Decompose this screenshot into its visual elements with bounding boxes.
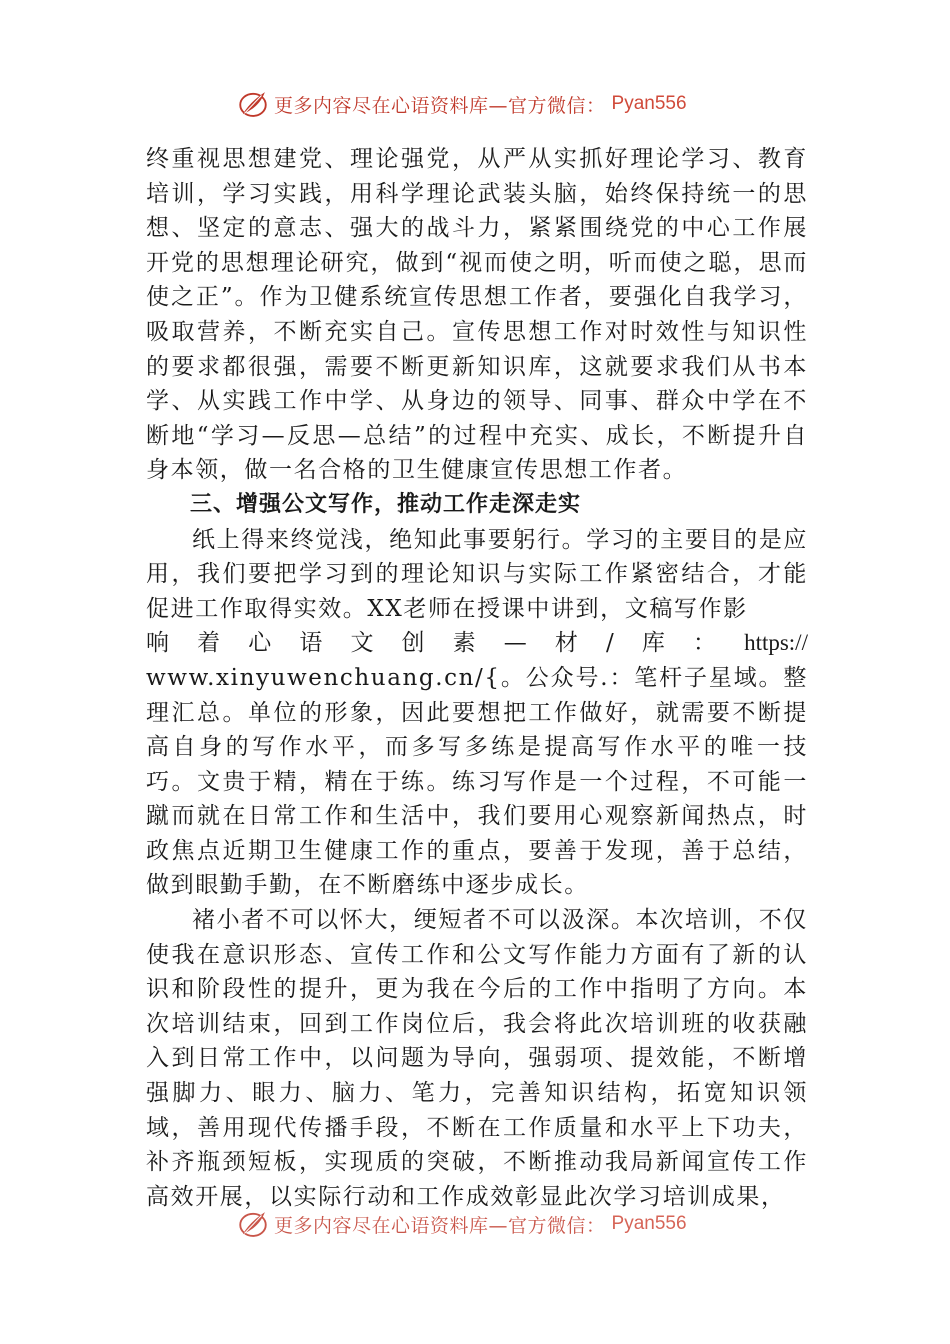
paragraph-3: 褚小者不可以怀大，绠短者不可以汲深。本次培训，不仅使我在意识形态、宣传工作和公文写作能力方面有了新的认识和阶段性的提升，更为我在今后的工作中指明了方向。本次培训结束，回到工作岗位后，我会将此次培训班的收获融入到日常工作中，以问题为导向，强弱项、提效能，不断增强脚力、眼力、脑力、笔力，完善知识结构，拓宽知识领域，善用现代传播手段，不断在工作质量和水平上下功夫，补齐瓶颈短板，实现质的突破，不断推动我局新闻宣传工作高效开展，以实际行动和工作成效彰显此次学习培训成果，: [146, 907, 808, 1210]
spread-char: 创: [401, 630, 425, 657]
spread-char: ：: [692, 630, 716, 657]
url-prefix: https://: [744, 630, 808, 656]
spread-char: 材: [554, 630, 578, 657]
watermark-text: 更多内容尽在心语资料库—官方微信：: [274, 94, 606, 117]
footer-watermark: [236, 1206, 687, 1242]
paragraph-2-part-c: www.xinyuwenchuang.cn/{。公众号.：笔杆子星域。整理汇总。单位的形象，因此要想把工作做好，就需要不断提高自身的写作水平，而多写多练是提高写作水平的唯一技巧。文贵于精，精在于练。练习写作是一个过程，不可能一蹴而就在日常工作和生活中，我们要用心观察新闻热点，时政焦点近期卫生健康工作的重点，要善于发现，善于总结，做到眼勤手勤，在不断磨练中逐步成长。: [146, 664, 808, 899]
spread-char: 语: [299, 630, 323, 657]
paragraph-1: 终重视思想建党、理论强党，从严从实抓好理论学习、教育培训，学习实践，用科学理论武装头脑，始终保持统一的思想、坚定的意志、强大的战斗力，紧紧围绕党的中心工作展开党的思想理论研究，做到“视而使之明，听而使之聪，思而使之正”。作为卫健系统宣传思想工作者，要强化自我学习，吸取营养，不断充实自己。宣传思想工作对时效性与知识性的要求都很强，需要不断更新知识库，这就要求我们从书本学、从实践工作中学、从身边的领导、同事、群众中学在不断地“学习—反思—总结”的过程中充实、成长，不断提升自身本领，做一名合格的卫生健康宣传思想工作者。: [146, 146, 808, 484]
spread-char: 库: [641, 630, 665, 657]
spread-char: 响: [146, 630, 169, 657]
watermark-text: 更多内容尽在心语资料库—官方微信：: [274, 1214, 606, 1237]
spread-char: —: [503, 630, 527, 657]
watermark-wechat-id: Pyan556: [611, 1213, 687, 1234]
header-watermark: [236, 86, 687, 122]
spread-char: 着: [197, 630, 221, 657]
document-body: [146, 142, 808, 1214]
spread-char: 心: [248, 630, 272, 657]
paragraph-2: [146, 523, 808, 904]
watermark-wechat-id: Pyan556: [611, 93, 687, 114]
spread-char: 文: [350, 630, 374, 657]
paragraph-2-part-a: 纸上得来终觉浅，绝知此事要躬行。学习的主要目的是应用，我们要把学习到的理论知识与实际工作紧密结合，才能促进工作取得实效。XX老师在授课中讲到，文稿写作影: [146, 526, 808, 622]
spread-char: 素: [452, 630, 476, 657]
spread-char: /: [605, 630, 614, 657]
spread-line: [146, 626, 808, 661]
feather-quill-logo-icon: [236, 1207, 270, 1241]
feather-quill-logo-icon: [236, 87, 270, 121]
section-heading-3: 三、增强公文写作，推动工作走深走实: [190, 491, 582, 517]
